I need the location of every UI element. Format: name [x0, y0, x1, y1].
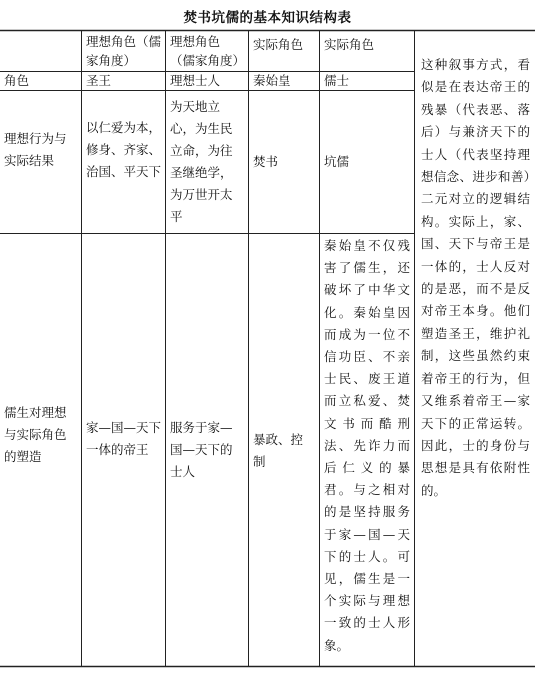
row-label-shaping: 儒生对理想与实际角色的塑造 [4, 405, 67, 464]
cell-action-burn-books: 焚书 [253, 154, 279, 169]
header-col-actual-role-2: 实际角色 [324, 37, 375, 52]
row-label-role: 角色 [4, 73, 30, 88]
cell-action-sage-king: 以仁爱为本，修身、齐家、治国、平天下 [86, 120, 162, 179]
cell-shaping-sage-king: 家—国—天下一体的帝王 [86, 420, 162, 457]
cell-action-ideal-scholar: 为天地立心，为生民立命，为往圣继绝学，为万世开太平 [170, 99, 233, 224]
cell-role-qin-shihuang: 秦始皇 [253, 73, 291, 88]
side-note-text: 这种叙事方式，看似是在表达帝王的残暴（代表恶、落后）与兼济天下的士人（代表坚持理想信念、进步和善）二元对立的逻辑结构。实际上，家、国、天下与帝王是一体的，士人反对的是恶，而不是反对帝王本身。他们塑造圣王，维护礼制，这些虽然约束着帝王的行为，但又维系着帝王—家天下的正常运转。因此，士的身份与思想是具有依附性的。 [421, 57, 530, 498]
header-col-ideal-role-1: 理想角色（儒家角度） [86, 34, 162, 68]
cell-shaping-ideal-scholar: 服务于家—国—天下的士人 [170, 420, 233, 479]
page-title: 焚书坑儒的基本知识结构表 [183, 10, 352, 26]
cell-action-bury-scholars: 坑儒 [324, 154, 350, 169]
header-col-actual-role-1: 实际角色 [253, 37, 304, 52]
cell-role-ideal-scholar: 理想士人 [170, 73, 221, 88]
cell-role-sage-king: 圣王 [86, 73, 112, 88]
header-col-ideal-role-2: 理想角色（儒家角度） [170, 34, 246, 68]
cell-role-confucian-scholar: 儒士 [324, 73, 350, 88]
cell-shaping-actual-scholar: 秦始皇不仅残害了儒生，还破坏了中华文化。秦始皇因而成为一位不信功臣、不亲士民、废王道而立私爱、焚文书而酷刑法、先诈力而后仁义的暴君。与之相对的是坚持服务于家—国—天下的士人。可见，儒生是一个实际与理想一致的士人形象。 [324, 238, 410, 653]
row-label-action-result: 理想行为与实际结果 [4, 131, 67, 168]
cell-shaping-tyranny: 暴政、控制 [253, 432, 304, 469]
